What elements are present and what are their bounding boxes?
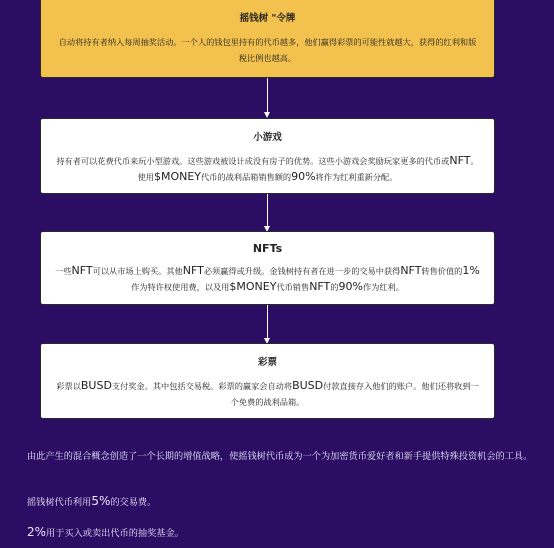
lottery-box-title: 彩票 (257, 357, 277, 368)
lottery-fund-paragraph: 2%用于买入或卖出代币的抽奖基金。 (27, 525, 184, 539)
connector-line-2 (267, 194, 268, 228)
lottery-box-text: 彩票以BUSD支付奖金。其中包括交易税。彩票的赢家会自动将BUSD付款直接存入他们的账户。他们还将收到一个免费的战利品箱。 (56, 379, 479, 407)
minigames-box (40, 118, 495, 194)
nfts-box-title: NFTs (252, 242, 283, 255)
token-box-title: 摇钱树 "令牌 (239, 13, 296, 24)
connector-line-3 (267, 305, 268, 340)
nfts-box (40, 231, 495, 305)
minigames-box-title: 小游戏 (253, 132, 282, 143)
nfts-box-text: 一些NFT可以从市场上购买。其他NFT必须赢得或升级。金钱树持有者在进一步的交易中获得NFT转售价值的1%作为特许权使用费，以及用$MONEY代币销售NFT的90%作为红利。 (55, 264, 480, 293)
token-box-text: 自动将持有者纳入每周抽奖活动。一个人的钱包里持有的代币越多，他们赢得彩票的可能性就越大，获得的红利和版税比例也越高。 (58, 37, 477, 63)
fee-paragraph: 摇钱树代币利用5%的交易费。 (27, 494, 157, 508)
minigames-box-text: 持有者可以花费代币来玩小型游戏。这些游戏被设计成没有房子的优势。这些小游戏会奖励玩家更多的代币或NFT。使用$MONEY代币的战利品箱销售额的90%将作为红利重新分配。 (56, 154, 479, 183)
summary-paragraph: 由此产生的混合概念创造了一个长期的增值战略，使摇钱树代币成为一个为加密货币爱好者和新手提供特殊投资机会的工具。 (27, 451, 533, 462)
lottery-box (40, 343, 495, 419)
token-box (40, 0, 495, 78)
connector-line-1 (267, 78, 268, 114)
